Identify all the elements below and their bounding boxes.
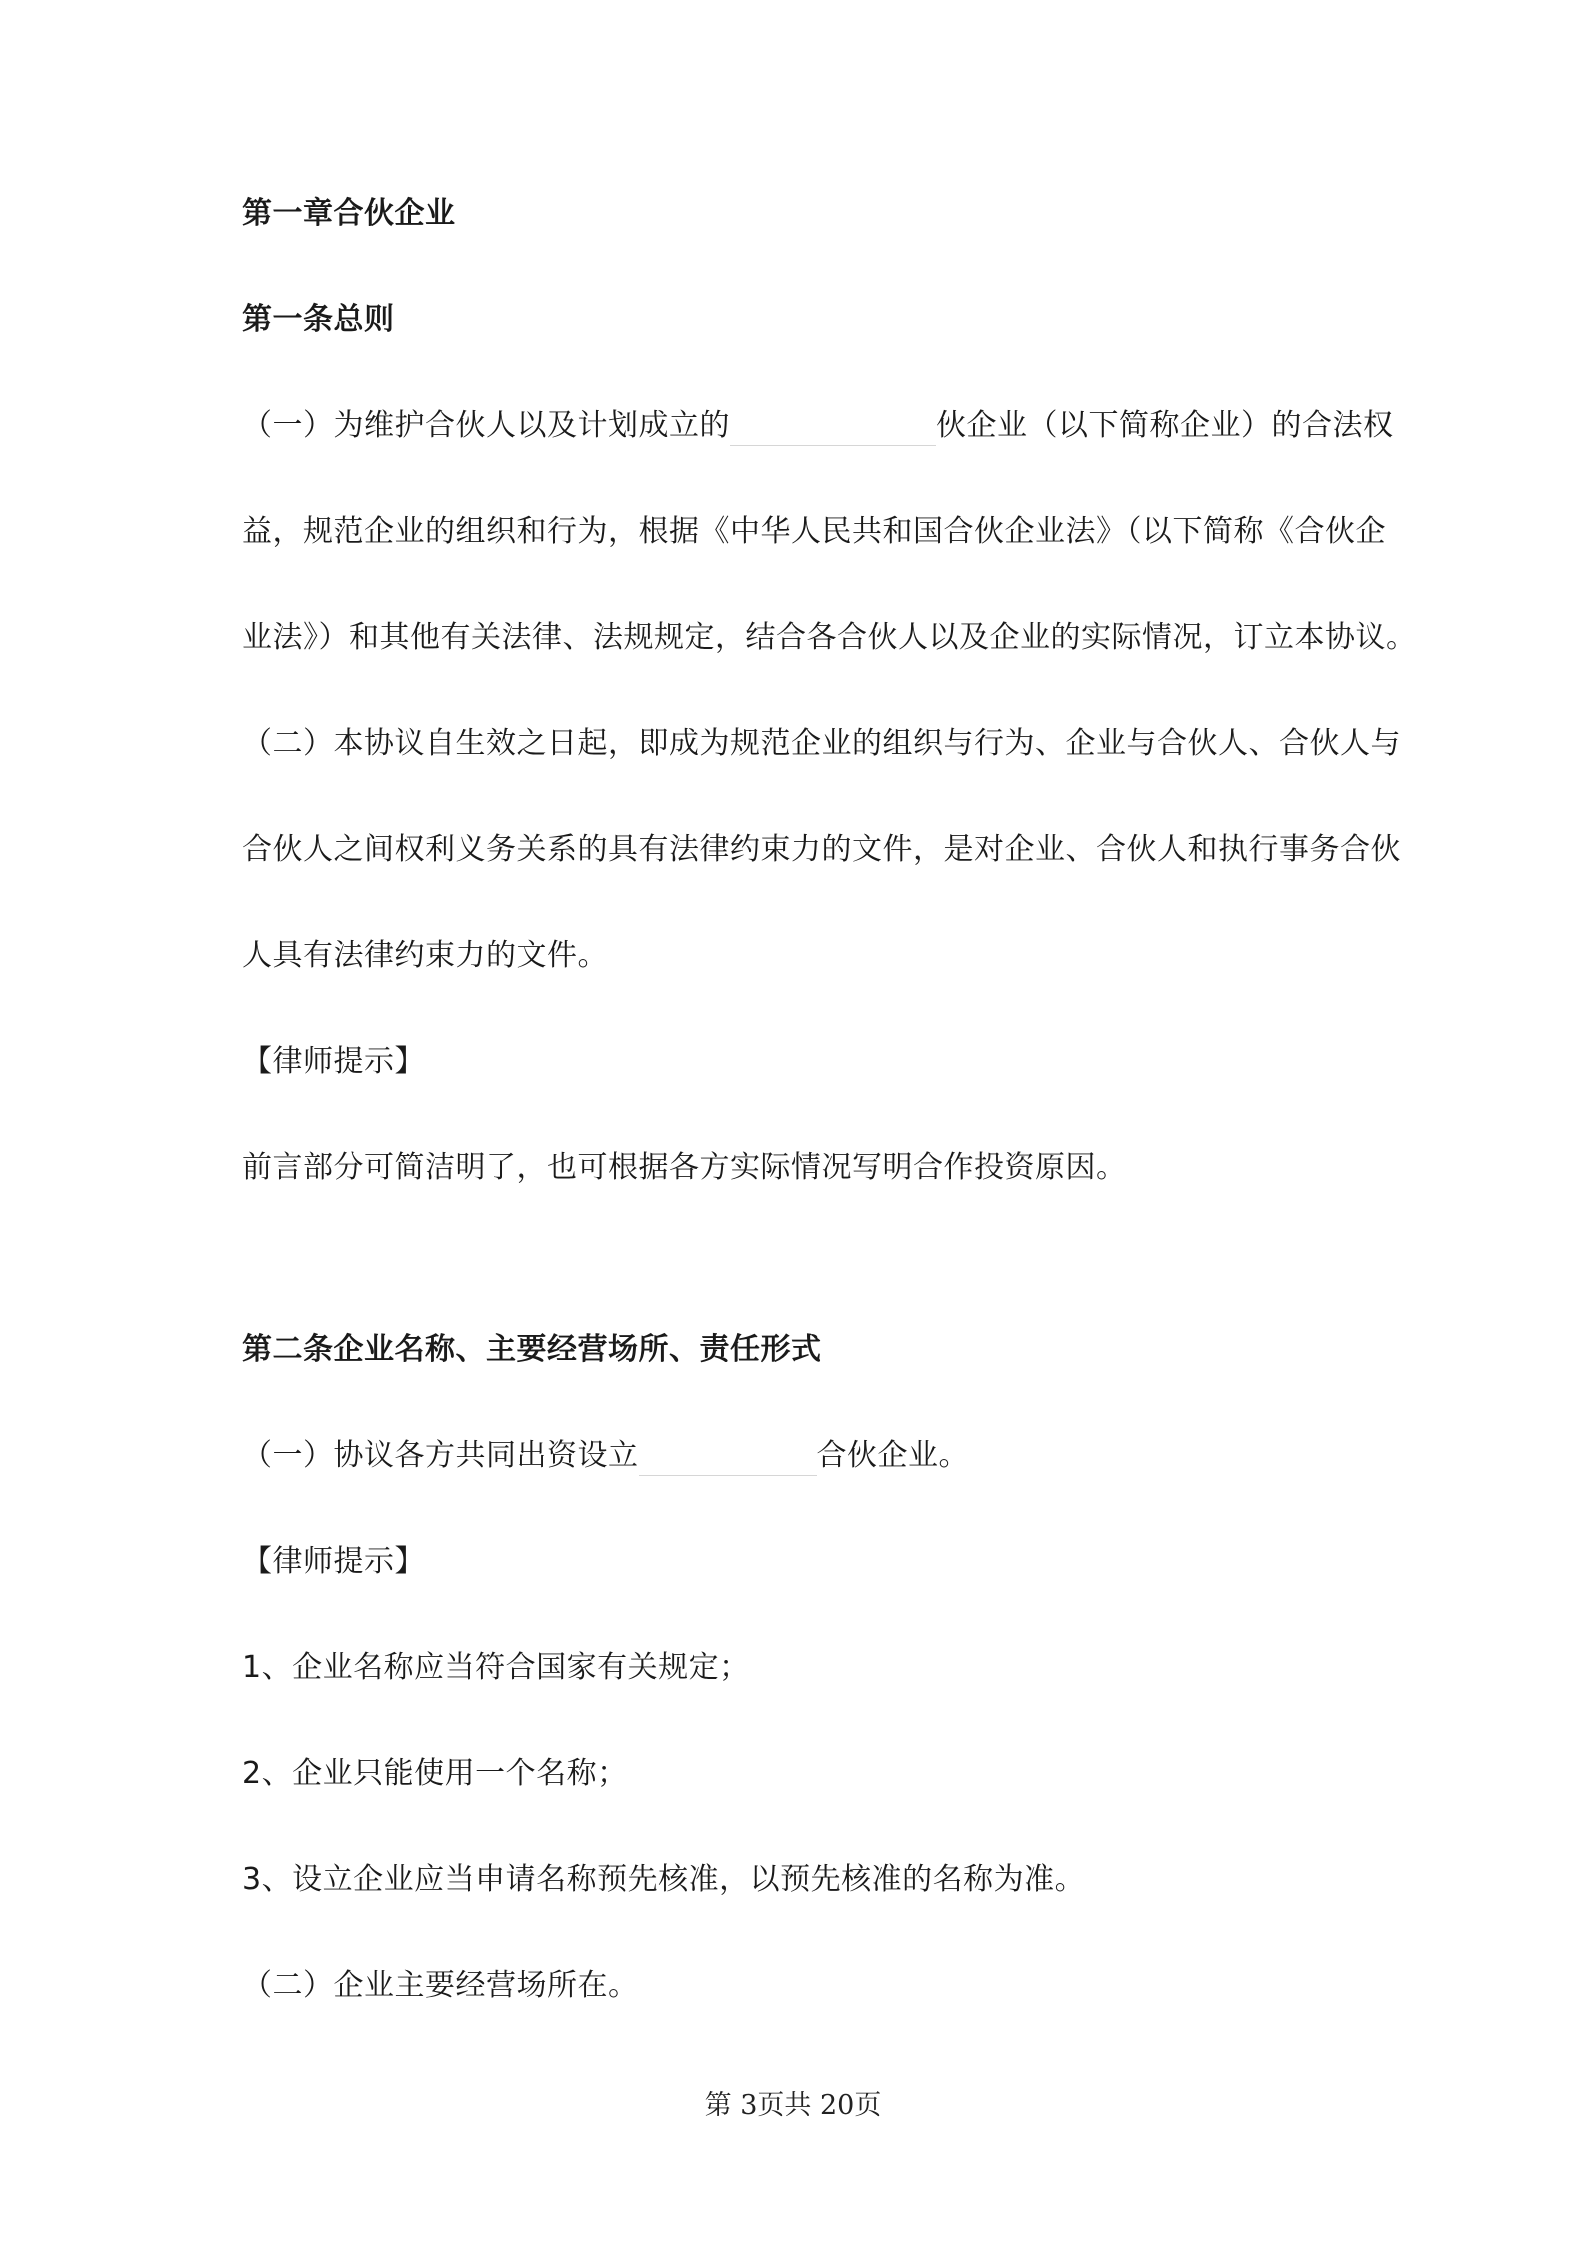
- article1-tip-text: 前言部分可简洁明了，也可根据各方实际情况写明合作投资原因。: [242, 1150, 1127, 1185]
- enterprise-name-blank: [639, 1439, 817, 1476]
- article1-para2-line2: 合伙人之间权利义务关系的具有法律约束力的文件，是对企业、合伙人和执行事务合伙: [242, 832, 1401, 867]
- article2-tip-item: 2、企业只能使用一个名称；: [242, 1756, 628, 1791]
- article1-para1-line3: 业法》）和其他有关法律、法规规定，结合各合伙人以及企业的实际情况，订立本协议。: [242, 620, 1417, 655]
- article2-tip-label: 【律师提示】: [242, 1544, 425, 1579]
- chapter-title: 第一章合伙企业: [242, 196, 456, 231]
- article2-para2: （二）企业主要经营场所在。: [242, 1968, 639, 2003]
- article1-para2-line1: （二）本协议自生效之日起，即成为规范企业的组织与行为、企业与合伙人、合伙人与: [242, 726, 1401, 761]
- partnership-name-blank: [730, 409, 936, 446]
- article1-tip-label: 【律师提示】: [242, 1044, 425, 1079]
- page-number-footer: 第 3页共 20页: [704, 2090, 882, 2121]
- article1-para1-line2: 益，规范企业的组织和行为，根据《中华人民共和国合伙企业法》（以下简称《合伙企: [242, 514, 1386, 549]
- article1-para1-line1: [242, 406, 1394, 446]
- article2-para1: [242, 1436, 1352, 1476]
- article1-para1-text-before-blank: （一）为维护合伙人以及计划成立的: [242, 408, 730, 443]
- article1-para2-line3: 人具有法律约束力的文件。: [242, 938, 608, 973]
- article2-title: 第二条企业名称、主要经营场所、责任形式: [242, 1332, 822, 1367]
- article1-para1-text-after-blank: 伙企业（以下简称企业）的合法权: [936, 408, 1394, 443]
- article2-para1-text-before-blank: （一）协议各方共同出资设立: [242, 1438, 639, 1473]
- article1-title: 第一条总则: [242, 302, 395, 337]
- article2-para1-text-after-blank: 合伙企业。: [816, 1438, 969, 1473]
- article2-tip-item: 1、企业名称应当符合国家有关规定；: [242, 1650, 750, 1685]
- article2-tip-item: 3、设立企业应当申请名称预先核准，以预先核准的名称为准。: [242, 1862, 1086, 1897]
